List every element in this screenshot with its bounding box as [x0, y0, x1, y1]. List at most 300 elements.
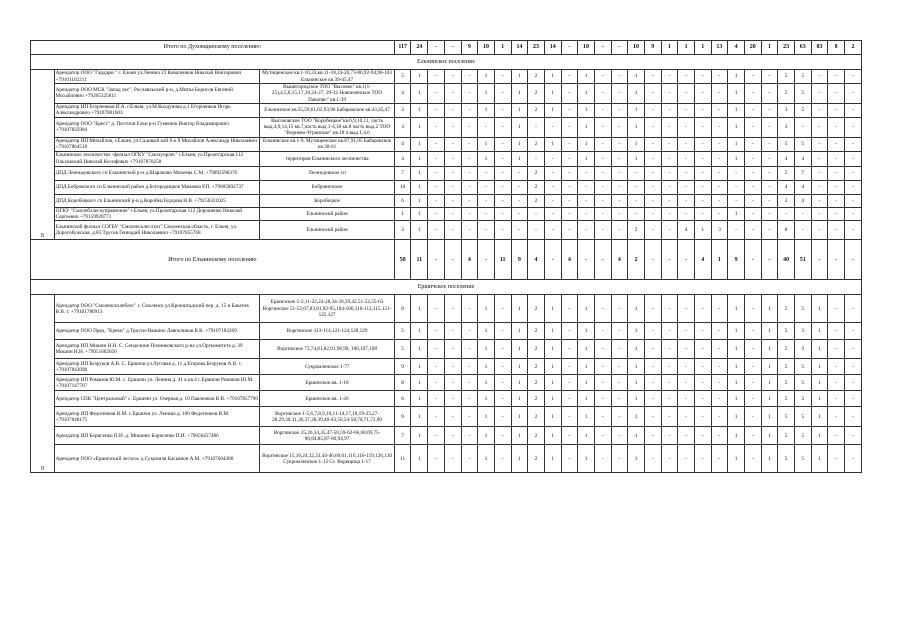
- value-cell: 1: [578, 340, 595, 359]
- value-cell: 1: [728, 427, 745, 445]
- tenant-cell: Арендатор ООО МСК "Запад лес", Рославльский р-н, д.Митка Борисов Евгений Михайлович +79205325811: [54, 84, 260, 104]
- value-cell: -: [694, 70, 711, 84]
- table-row: [31, 375, 862, 391]
- value-cell: -: [444, 407, 461, 427]
- value-cell: 1: [811, 427, 828, 445]
- value-cell: -: [444, 340, 461, 359]
- value-cell: 1: [511, 137, 528, 151]
- value-cell: -: [644, 117, 661, 137]
- value-cell: -: [444, 427, 461, 445]
- value-cell: -: [594, 295, 611, 323]
- value-cell: 1: [811, 359, 828, 375]
- value-cell: -: [444, 221, 461, 240]
- value-cell: 5: [794, 137, 811, 151]
- value-cell: 1: [511, 117, 528, 137]
- value-cell: -: [561, 70, 578, 84]
- value-cell: 1: [728, 295, 745, 323]
- value-cell: -: [711, 166, 728, 180]
- table-row: [31, 117, 862, 137]
- value-cell: -: [611, 427, 628, 445]
- value-cell: 4: [778, 180, 795, 194]
- area-cell: Ельнинское кв.1-9, Мутищенское кв.87,91,95 Бабаровское кв.30-61: [260, 137, 395, 151]
- value-cell: 1: [728, 151, 745, 166]
- value-cell: -: [544, 166, 561, 180]
- value-cell: -: [428, 391, 445, 407]
- value-cell: -: [494, 180, 511, 194]
- value-cell: -: [711, 84, 728, 104]
- value-cell: -: [844, 221, 861, 240]
- total-value: -: [761, 240, 778, 280]
- value-cell: 1: [694, 221, 711, 240]
- value-cell: -: [678, 117, 695, 137]
- value-cell: -: [444, 359, 461, 375]
- value-cell: -: [611, 323, 628, 340]
- value-cell: -: [644, 221, 661, 240]
- value-cell: -: [594, 84, 611, 104]
- value-cell: -: [778, 207, 795, 221]
- value-cell: -: [661, 84, 678, 104]
- value-cell: -: [844, 391, 861, 407]
- value-cell: -: [461, 445, 478, 473]
- value-cell: -: [794, 221, 811, 240]
- value-cell: -: [678, 166, 695, 180]
- total-value: 10: [628, 41, 645, 55]
- value-cell: -: [461, 359, 478, 375]
- document-sheet: [30, 40, 862, 473]
- value-cell: -: [544, 221, 561, 240]
- value-cell: 4: [394, 151, 411, 166]
- value-cell: -: [761, 103, 778, 117]
- total-value: 23: [778, 41, 795, 55]
- total-value: 63: [794, 41, 811, 55]
- table-row: [31, 391, 862, 407]
- tenant-cell: Ельнинское лесничество -филиал ОГКУ "Смолупрлес" г.Ельня, ул.Пролетарская,112 Ольховский Николай Косифович +79107870258: [54, 151, 260, 166]
- value-cell: -: [444, 70, 461, 84]
- value-cell: -: [828, 295, 845, 323]
- value-cell: 1: [511, 445, 528, 473]
- value-cell: -: [494, 359, 511, 375]
- value-cell: -: [461, 407, 478, 427]
- value-cell: -: [744, 151, 761, 166]
- value-cell: 1: [478, 375, 495, 391]
- value-cell: 4: [794, 151, 811, 166]
- total-value: -: [578, 240, 595, 280]
- value-cell: 1: [478, 323, 495, 340]
- value-cell: -: [594, 137, 611, 151]
- value-cell: -: [611, 70, 628, 84]
- accounting-table: [30, 40, 862, 473]
- value-cell: -: [711, 207, 728, 221]
- value-cell: -: [428, 445, 445, 473]
- value-cell: -: [661, 103, 678, 117]
- value-cell: -: [461, 427, 478, 445]
- value-cell: -: [611, 207, 628, 221]
- value-cell: 1: [544, 407, 561, 427]
- value-cell: -: [678, 323, 695, 340]
- value-cell: -: [444, 375, 461, 391]
- value-cell: 1: [478, 103, 495, 117]
- value-cell: 1: [544, 323, 561, 340]
- value-cell: -: [678, 151, 695, 166]
- total-value: 4: [561, 240, 578, 280]
- value-cell: -: [644, 70, 661, 84]
- value-cell: -: [711, 295, 728, 323]
- value-cell: -: [728, 166, 745, 180]
- value-cell: 5: [794, 375, 811, 391]
- value-cell: 1: [544, 427, 561, 445]
- tenant-cell: Арендатор ИП Борисенко П.И. д. Мишино Борисенко П.И. +79056457486: [54, 427, 260, 445]
- total-dukh-row: [31, 41, 862, 55]
- value-cell: -: [428, 295, 445, 323]
- value-cell: 3: [778, 103, 795, 117]
- value-cell: -: [711, 407, 728, 427]
- value-cell: -: [678, 340, 695, 359]
- value-cell: -: [744, 166, 761, 180]
- value-cell: -: [594, 151, 611, 166]
- value-cell: 3: [394, 117, 411, 137]
- value-cell: 1: [628, 375, 645, 391]
- value-cell: 2: [628, 221, 645, 240]
- value-cell: -: [428, 359, 445, 375]
- value-cell: -: [594, 323, 611, 340]
- value-cell: -: [828, 194, 845, 207]
- value-cell: -: [728, 180, 745, 194]
- value-cell: -: [561, 295, 578, 323]
- value-cell: 8: [778, 221, 795, 240]
- value-cell: -: [644, 407, 661, 427]
- value-cell: 1: [578, 359, 595, 375]
- value-cell: -: [561, 221, 578, 240]
- value-cell: -: [711, 194, 728, 207]
- value-cell: 1: [628, 70, 645, 84]
- value-cell: -: [694, 151, 711, 166]
- value-cell: -: [694, 103, 711, 117]
- value-cell: -: [644, 445, 661, 473]
- value-cell: -: [444, 103, 461, 117]
- value-cell: -: [744, 137, 761, 151]
- value-cell: -: [561, 137, 578, 151]
- total-label: Итого по Ельнинскому поселению: [31, 240, 395, 280]
- value-cell: 1: [628, 427, 645, 445]
- total-value: 51: [794, 240, 811, 280]
- value-cell: -: [744, 194, 761, 207]
- value-cell: 1: [411, 151, 428, 166]
- value-cell: -: [678, 194, 695, 207]
- value-cell: -: [678, 445, 695, 473]
- value-cell: -: [678, 207, 695, 221]
- value-cell: -: [694, 194, 711, 207]
- value-cell: 4: [394, 137, 411, 151]
- value-cell: -: [611, 340, 628, 359]
- value-cell: -: [744, 391, 761, 407]
- total-value: -: [661, 240, 678, 280]
- value-cell: -: [644, 207, 661, 221]
- value-cell: -: [844, 194, 861, 207]
- value-cell: -: [744, 427, 761, 445]
- value-cell: -: [511, 166, 528, 180]
- value-cell: 1: [544, 295, 561, 323]
- value-cell: -: [561, 375, 578, 391]
- value-cell: 1: [728, 391, 745, 407]
- value-cell: 7: [394, 166, 411, 180]
- value-cell: 1: [811, 295, 828, 323]
- total-value: 50: [394, 240, 411, 280]
- value-cell: -: [761, 180, 778, 194]
- value-cell: -: [511, 180, 528, 194]
- value-cell: 9: [394, 407, 411, 427]
- value-cell: 1: [511, 427, 528, 445]
- value-cell: -: [594, 194, 611, 207]
- value-cell: -: [744, 84, 761, 104]
- value-cell: 1: [811, 375, 828, 391]
- value-cell: -: [678, 295, 695, 323]
- value-cell: -: [828, 323, 845, 340]
- value-cell: 1: [411, 445, 428, 473]
- value-cell: -: [478, 194, 495, 207]
- value-cell: -: [828, 445, 845, 473]
- value-cell: 1: [411, 70, 428, 84]
- value-cell: 1: [544, 445, 561, 473]
- value-cell: -: [844, 340, 861, 359]
- value-cell: 2: [528, 70, 545, 84]
- value-cell: -: [544, 117, 561, 137]
- value-cell: 1: [411, 103, 428, 117]
- value-cell: 1: [544, 84, 561, 104]
- value-cell: 1: [578, 375, 595, 391]
- value-cell: -: [428, 207, 445, 221]
- value-cell: -: [844, 137, 861, 151]
- table-row: [31, 103, 862, 117]
- value-cell: -: [494, 445, 511, 473]
- value-cell: 1: [578, 117, 595, 137]
- value-cell: -: [494, 194, 511, 207]
- area-cell: Мутищенское кв.1-10,33,кв.11-18,24-26,73-86,92-94,96-103 Ельнинское кв.39-45,47: [260, 70, 395, 84]
- section-title: Ершичское поселение: [31, 280, 862, 295]
- value-cell: 11: [394, 445, 411, 473]
- value-cell: -: [461, 323, 478, 340]
- value-cell: -: [444, 207, 461, 221]
- value-cell: -: [744, 340, 761, 359]
- value-cell: -: [661, 391, 678, 407]
- value-cell: 2: [528, 194, 545, 207]
- value-cell: -: [844, 375, 861, 391]
- total-value: 1: [661, 41, 678, 55]
- tenant-cell: ДПД Коробецкого сп Ельнинский р-н д.Коробец Бурцова Н.В. +79156321025: [54, 194, 260, 207]
- value-cell: -: [828, 166, 845, 180]
- value-cell: 1: [761, 295, 778, 323]
- value-cell: 1: [811, 340, 828, 359]
- value-cell: -: [594, 180, 611, 194]
- value-cell: 1: [511, 295, 528, 323]
- tenant-cell: Арендатор ООО "Брест" д. Пестичи Ельн р-н Гуменюк Виктор Владимирович +79107835984: [54, 117, 260, 137]
- value-cell: -: [728, 221, 745, 240]
- value-cell: -: [678, 359, 695, 375]
- value-cell: -: [561, 407, 578, 427]
- value-cell: -: [461, 137, 478, 151]
- value-cell: 1: [511, 375, 528, 391]
- value-cell: -: [694, 180, 711, 194]
- value-cell: -: [611, 117, 628, 137]
- value-cell: -: [694, 207, 711, 221]
- value-cell: 6: [394, 194, 411, 207]
- value-cell: 1: [728, 84, 745, 104]
- value-cell: -: [828, 117, 845, 137]
- tenant-cell: Арендатор ООО "Гардарм " г. Ельня ул.Ленина 23 Коваленков Николай Викторович +79101162211: [54, 70, 260, 84]
- total-value: -: [644, 240, 661, 280]
- area-cell: Ершичское.кв. 1-18: [260, 375, 395, 391]
- value-cell: -: [844, 151, 861, 166]
- value-cell: -: [428, 137, 445, 151]
- value-cell: 5: [794, 359, 811, 375]
- value-cell: -: [761, 221, 778, 240]
- value-cell: -: [694, 427, 711, 445]
- total-value: 2: [628, 240, 645, 280]
- value-cell: -: [744, 103, 761, 117]
- value-cell: 5: [794, 445, 811, 473]
- total-value: 1: [494, 41, 511, 55]
- value-cell: -: [644, 391, 661, 407]
- value-cell: -: [761, 151, 778, 166]
- table-row: [31, 323, 862, 340]
- value-cell: 3: [778, 117, 795, 137]
- tenant-cell: ОГКУ "Смолобллесоуправление" г.Ельня, ул.Пролетарская 112 Дорошенко Николай Сергеевич +79159920771: [54, 207, 260, 221]
- value-cell: 1: [411, 340, 428, 359]
- value-cell: -: [628, 180, 645, 194]
- tenant-cell: Арендатор ИП Михайлов, г.Ельня, ул.Садовый кой б-к 8 Михайлов Александр Николаевич +79107864518: [54, 137, 260, 151]
- value-cell: -: [828, 427, 845, 445]
- value-cell: -: [844, 103, 861, 117]
- area-cell: Ершичское.кв. 1-26: [260, 391, 395, 407]
- table-row: [31, 180, 862, 194]
- value-cell: 1: [728, 207, 745, 221]
- value-cell: -: [428, 427, 445, 445]
- value-cell: -: [561, 166, 578, 180]
- row-number: 9: [31, 295, 55, 473]
- value-cell: -: [494, 137, 511, 151]
- value-cell: -: [711, 151, 728, 166]
- total-value: 13: [711, 41, 728, 55]
- value-cell: -: [544, 207, 561, 221]
- value-cell: -: [744, 359, 761, 375]
- value-cell: -: [611, 295, 628, 323]
- value-cell: -: [844, 180, 861, 194]
- value-cell: -: [644, 151, 661, 166]
- value-cell: -: [694, 445, 711, 473]
- value-cell: 5: [794, 70, 811, 84]
- value-cell: -: [678, 103, 695, 117]
- value-cell: 1: [411, 137, 428, 151]
- value-cell: -: [694, 391, 711, 407]
- value-cell: -: [844, 295, 861, 323]
- value-cell: -: [678, 427, 695, 445]
- value-cell: 1: [478, 137, 495, 151]
- area-cell: Воргинское 25,26,34,35,47-50,59-62-66,68,69,75-80,84,85,87-89,94,97: [260, 427, 395, 445]
- value-cell: -: [711, 70, 728, 84]
- value-cell: 5: [794, 103, 811, 117]
- total-value: -: [594, 240, 611, 280]
- value-cell: 2: [528, 103, 545, 117]
- area-cell: Воргинское 73,74,81,82,91,98,99, 100,107,108: [260, 340, 395, 359]
- value-cell: 1: [578, 70, 595, 84]
- value-cell: -: [494, 207, 511, 221]
- tenant-cell: Арендатор ООО «Ершичский лесхоз» д.Сукромля Касьянов А.М. +79107604380: [54, 445, 260, 473]
- area-cell: Высоковское ТОО "Коробецкое"кв.6,9,10,11, часть выд.4,9,14,15 кв.7,часть выд.1-4,18 кв.8 часть выд.2 ТОО "Ворнево-Угранское" кв.18 ч.выд.1,4,6: [260, 117, 395, 137]
- section-header: [31, 280, 862, 295]
- value-cell: 5: [778, 70, 795, 84]
- value-cell: 2: [528, 375, 545, 391]
- value-cell: -: [561, 207, 578, 221]
- value-cell: -: [844, 84, 861, 104]
- value-cell: -: [678, 70, 695, 84]
- total-value: 1: [678, 41, 695, 55]
- area-cell: Бобровичское: [260, 180, 395, 194]
- value-cell: -: [444, 117, 461, 137]
- value-cell: -: [711, 391, 728, 407]
- value-cell: 1: [478, 407, 495, 427]
- tenant-cell: Арендатор ИП Егорченков И.А. г.Ельня, ул.М.Колдунова д.1 Егорченков Игорь Александрович +79107801603: [54, 103, 260, 117]
- value-cell: 1: [411, 375, 428, 391]
- total-value: 14: [544, 41, 561, 55]
- value-cell: 1: [578, 103, 595, 117]
- value-cell: 1: [478, 427, 495, 445]
- total-value: 11: [494, 240, 511, 280]
- table-row: [31, 359, 862, 375]
- value-cell: 8: [394, 375, 411, 391]
- value-cell: -: [494, 166, 511, 180]
- value-cell: 1: [411, 407, 428, 427]
- value-cell: -: [661, 340, 678, 359]
- value-cell: -: [711, 180, 728, 194]
- value-cell: -: [528, 207, 545, 221]
- area-cell: Леонидовское сп: [260, 166, 395, 180]
- value-cell: 2: [528, 323, 545, 340]
- total-value: 9: [461, 41, 478, 55]
- value-cell: 1: [728, 137, 745, 151]
- value-cell: -: [828, 70, 845, 84]
- value-cell: -: [544, 194, 561, 207]
- area-cell: Ельнинский район: [260, 207, 395, 221]
- value-cell: 5: [394, 340, 411, 359]
- value-cell: 1: [728, 323, 745, 340]
- value-cell: 6: [394, 391, 411, 407]
- value-cell: 5: [778, 359, 795, 375]
- value-cell: 1: [511, 359, 528, 375]
- value-cell: -: [611, 194, 628, 207]
- value-cell: 7: [394, 427, 411, 445]
- table-row: [31, 151, 862, 166]
- value-cell: -: [711, 103, 728, 117]
- value-cell: -: [561, 151, 578, 166]
- value-cell: 5: [778, 407, 795, 427]
- value-cell: 1: [511, 407, 528, 427]
- value-cell: 1: [578, 151, 595, 166]
- value-cell: 2: [528, 445, 545, 473]
- value-cell: 5: [394, 70, 411, 84]
- value-cell: -: [678, 407, 695, 427]
- value-cell: 1: [411, 295, 428, 323]
- value-cell: 1: [544, 137, 561, 151]
- total-value: 4: [528, 240, 545, 280]
- value-cell: 2: [528, 427, 545, 445]
- value-cell: -: [444, 194, 461, 207]
- value-cell: -: [444, 137, 461, 151]
- value-cell: 4: [778, 151, 795, 166]
- value-cell: -: [661, 375, 678, 391]
- value-cell: -: [694, 295, 711, 323]
- value-cell: -: [561, 117, 578, 137]
- value-cell: -: [478, 180, 495, 194]
- value-cell: -: [461, 180, 478, 194]
